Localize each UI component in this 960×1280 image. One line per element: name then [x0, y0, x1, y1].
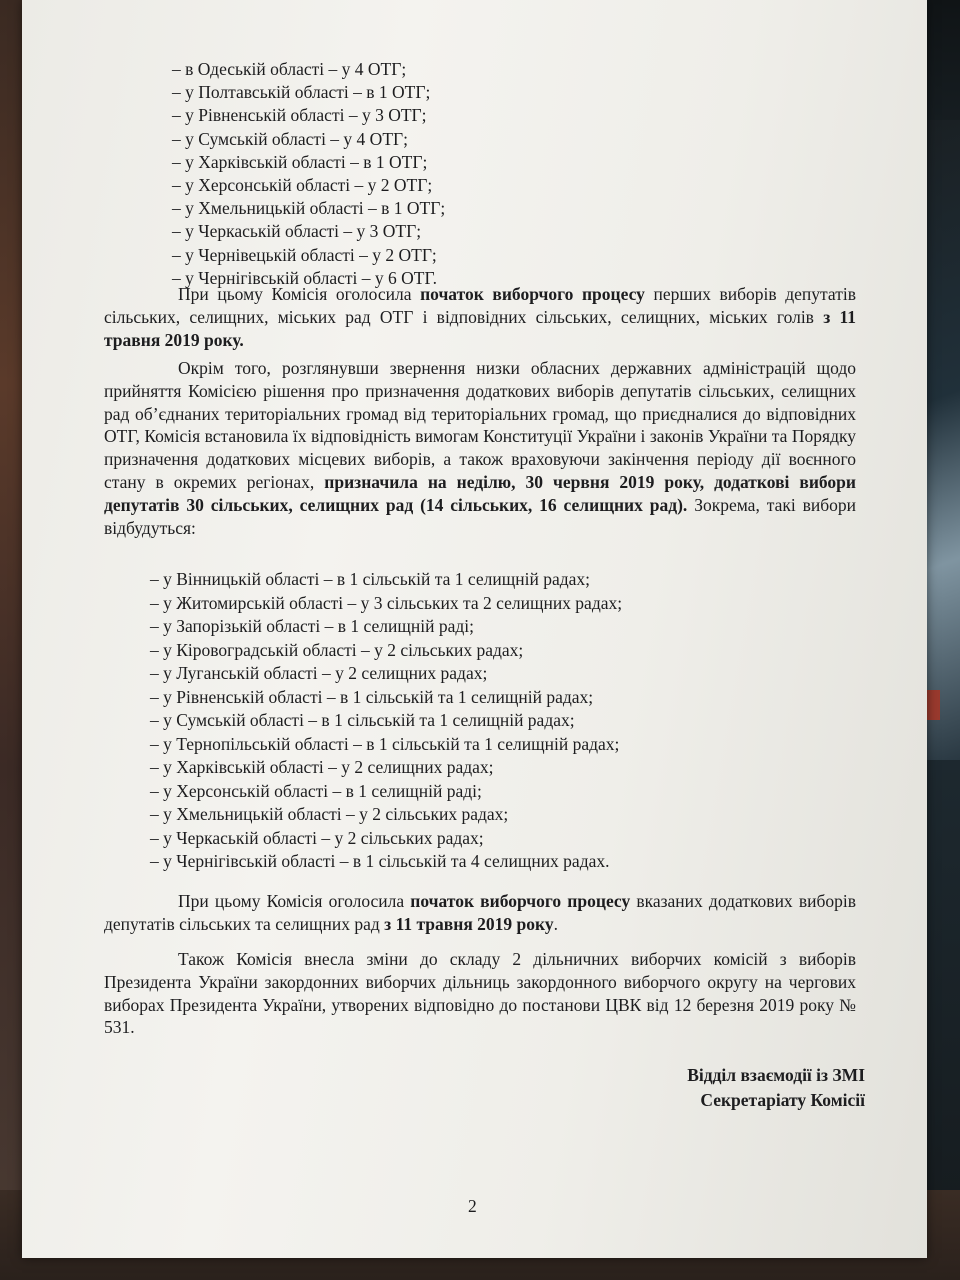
- text-span: При цьому Комісія оголосила: [178, 891, 411, 911]
- list-item: – у Чернігівській області – в 1 сільській та 4 селищних радах.: [150, 851, 610, 871]
- text-span: При цьому Комісія оголосила: [178, 284, 421, 304]
- list-item: – у Херсонській області – в 1 селищній раді;: [150, 780, 482, 801]
- paragraph-additional-elections: [104, 357, 856, 539]
- list-item: – у Чернігівській області – у 6 ОТГ.: [172, 267, 438, 288]
- list-item: – у Кіровоградській області – у 2 сільських радах;: [150, 639, 524, 660]
- signature-line: Відділ взаємодії із ЗМІ: [687, 1065, 865, 1085]
- text-span: Зокрема, такі вибори відбудуться:: [104, 494, 856, 538]
- document-page: [22, 0, 927, 1258]
- list-item: – у Харківській області – в 1 ОТГ;: [172, 151, 428, 172]
- text-span: Окрім того, розглянувши звернення низки обласних державних адміністрацій щодо прийняття Комісією рішення про призначення додаткових виборів депутатів сільських, селищних рад об’єднаних територіальних громад від територіальних громад, що приєдналися до відповідних ОТГ, Комісія встановила їх відповідність вимогам Конституції України і законів України та Порядку призначення додаткових місцевих виборів, а також враховуючи закінчення періоду дії воєнного стану в окремих регіонах,: [104, 358, 856, 492]
- signature-block: [687, 1063, 865, 1113]
- list-item: – у Житомирській області – у 3 сільських та 2 селищних радах;: [150, 592, 623, 613]
- list-item: – у Тернопільській області – в 1 сільській та 1 селищній радах;: [150, 733, 620, 754]
- council-region-list: [150, 568, 622, 874]
- list-item: – у Полтавській області – в 1 ОТГ;: [172, 82, 431, 103]
- page-number: 2: [468, 1196, 477, 1216]
- list-item: – у Рівненській області – у 3 ОТГ;: [172, 105, 427, 126]
- list-item: – у Вінницькій області – в 1 сільській та 1 селищній радах;: [150, 569, 591, 589]
- list-item: – у Чернівецькій області – у 2 ОТГ;: [172, 244, 437, 265]
- bold-span: призначила на неділю, 30 червня 2019 року, додаткові вибори депутатів 30 сільських, селищних рад (14 сільських, 16 селищних рад).: [104, 471, 856, 515]
- text-span: перших виборів депутатів сільських, селищних, міських рад ОТГ і відповідних сільських, селищних, міських голів: [104, 284, 856, 327]
- paragraph-text: Також Комісія внесла зміни до складу 2 дільничних виборчих комісій з виборів Президента України закордонних виборчих дільниць закордонного виборчого округу на чергових виборах Президента України, утворених відповідно до постанови ЦВК від 12 березня 2019 року № 531.: [104, 949, 856, 1038]
- list-item: – у Черкаській області – у 2 сільських радах;: [150, 827, 484, 848]
- text-span: вказаних додаткових виборів депутатів сільських та селищних рад: [104, 891, 856, 934]
- signature-line: Секретаріату Комісії: [700, 1090, 865, 1110]
- paragraph-additional-start: [104, 890, 856, 936]
- paragraph-election-start: [104, 283, 856, 351]
- bold-span: з 11 травня 2019 року.: [104, 306, 856, 350]
- list-item: – у Хмельницькій області – у 2 сільських радах;: [150, 804, 509, 824]
- text-span: .: [553, 913, 558, 934]
- bold-span: з 11 травня 2019 року: [384, 913, 554, 934]
- bold-span: початок виборчого процесу: [420, 284, 645, 304]
- list-item: – у Харківській області – у 2 селищних радах;: [150, 757, 494, 777]
- list-item: – у Сумській області – в 1 сільській та 1 селищній радах;: [150, 710, 575, 730]
- list-item: – в Одеській області – у 4 ОТГ;: [172, 59, 407, 79]
- list-item: – у Сумській області – у 4 ОТГ;: [172, 128, 408, 149]
- list-item: – у Запорізькій області – в 1 селищній раді;: [150, 616, 474, 636]
- paragraph-commission-changes: [104, 948, 856, 1039]
- otg-region-list: [172, 58, 445, 290]
- list-item: – у Рівненській області – в 1 сільській та 1 селищній радах;: [150, 686, 594, 707]
- list-item: – у Черкаській області – у 3 ОТГ;: [172, 221, 422, 242]
- list-item: – у Херсонській області – у 2 ОТГ;: [172, 175, 433, 196]
- list-item: – у Луганській області – у 2 селищних радах;: [150, 663, 488, 683]
- bold-span: початок виборчого процесу: [410, 891, 631, 911]
- list-item: – у Хмельницькій області – в 1 ОТГ;: [172, 198, 446, 219]
